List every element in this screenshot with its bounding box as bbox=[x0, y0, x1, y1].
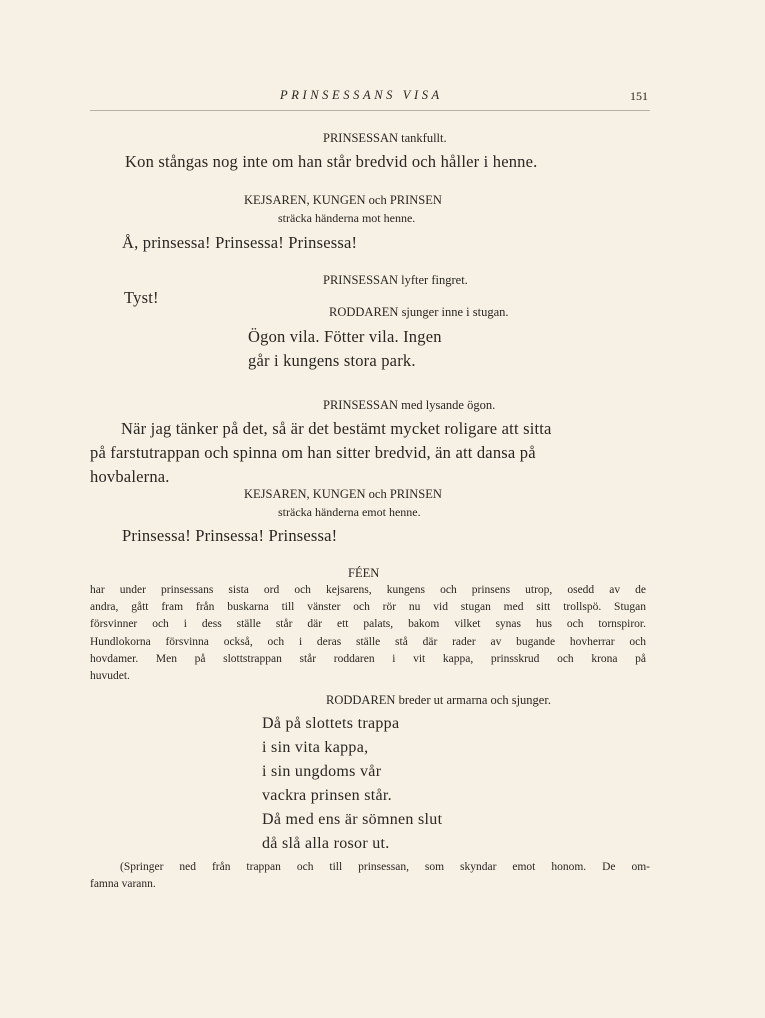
closing-stage-direction bbox=[90, 859, 650, 893]
paragraph-line: huvudet. bbox=[90, 670, 130, 683]
song-line: då slå alla rosor ut. bbox=[262, 835, 390, 852]
dialogue-line: hovbalerna. bbox=[90, 467, 170, 486]
stage-direction-speaker: PRINSESSAN med lysande ögon. bbox=[323, 398, 496, 412]
dialogue-line: Prinsessa! Prinsessa! Prinsessa! bbox=[122, 526, 338, 545]
paragraph-line: Hundlokorna försvinna också, och i deras ställe stå där rader av bugande hovherrar och bbox=[90, 635, 646, 648]
dialogue-line: Å, prinsessa! Prinsessa! Prinsessa! bbox=[122, 233, 358, 252]
stage-direction-speaker: PRINSESSAN tankfullt. bbox=[323, 131, 447, 145]
dialogue-line: på farstutrappan och spinna om han sitter bredvid, än att dansa på bbox=[90, 443, 536, 462]
paragraph-line: har under prinsessans sista ord och kejsarens, kungens och prinsens utrop, osedd av de bbox=[90, 584, 646, 596]
stage-direction-action: sträcka händerna emot henne. bbox=[278, 505, 421, 519]
song-line: går i kungens stora park. bbox=[248, 351, 416, 370]
stage-direction-speaker: FÉEN bbox=[348, 566, 380, 580]
page-number: 151 bbox=[630, 89, 648, 103]
paragraph-line: (Springer ned från trappan och till prinsessan, som skyndar emot honom. De om- bbox=[120, 861, 650, 873]
stage-direction-speaker: RODDAREN sjunger inne i stugan. bbox=[329, 305, 509, 319]
stage-direction-speaker: PRINSESSAN lyfter fingret. bbox=[323, 273, 468, 287]
header-rule bbox=[90, 110, 650, 111]
running-header-title: PRINSESSANS VISA bbox=[280, 88, 443, 102]
song-line: Då på slottets trappa bbox=[262, 715, 400, 732]
stage-direction-speaker: KEJSAREN, KUNGEN och PRINSEN bbox=[244, 193, 442, 207]
stage-direction-action: sträcka händerna mot henne. bbox=[278, 211, 416, 225]
stage-direction-speaker: KEJSAREN, KUNGEN och PRINSEN bbox=[244, 487, 442, 501]
dialogue-line: Tyst! bbox=[124, 288, 159, 307]
paragraph-line: försvinner och i dess ställe står där ett palats, bakom vilket synas hus och tornspiror. bbox=[90, 618, 646, 631]
paragraph-line: hovdamer. Men på slottstrappan står roddaren i vit kappa, prinsskrud och krona på bbox=[90, 652, 646, 665]
dialogue-line: När jag tänker på det, så är det bestämt mycket roligare att sitta bbox=[121, 419, 552, 438]
stage-direction-paragraph bbox=[90, 582, 646, 685]
paragraph-line: andra, gått fram från buskarna till vänster och rör nu vid stugan med sitt trollspö. Stugan bbox=[90, 601, 646, 614]
song-line: Då med ens är sömnen slut bbox=[262, 811, 443, 828]
song-line: vackra prinsen står. bbox=[262, 787, 392, 804]
dialogue-line: Kon stångas nog inte om han står bredvid och håller i henne. bbox=[125, 152, 538, 171]
stage-direction-speaker: RODDAREN breder ut armarna och sjunger. bbox=[326, 693, 551, 707]
song-line: i sin ungdoms vår bbox=[262, 763, 382, 780]
song-line: i sin vita kappa, bbox=[262, 739, 369, 756]
paragraph-line: famna varann. bbox=[90, 878, 156, 891]
song-line: Ögon vila. Fötter vila. Ingen bbox=[248, 327, 442, 346]
